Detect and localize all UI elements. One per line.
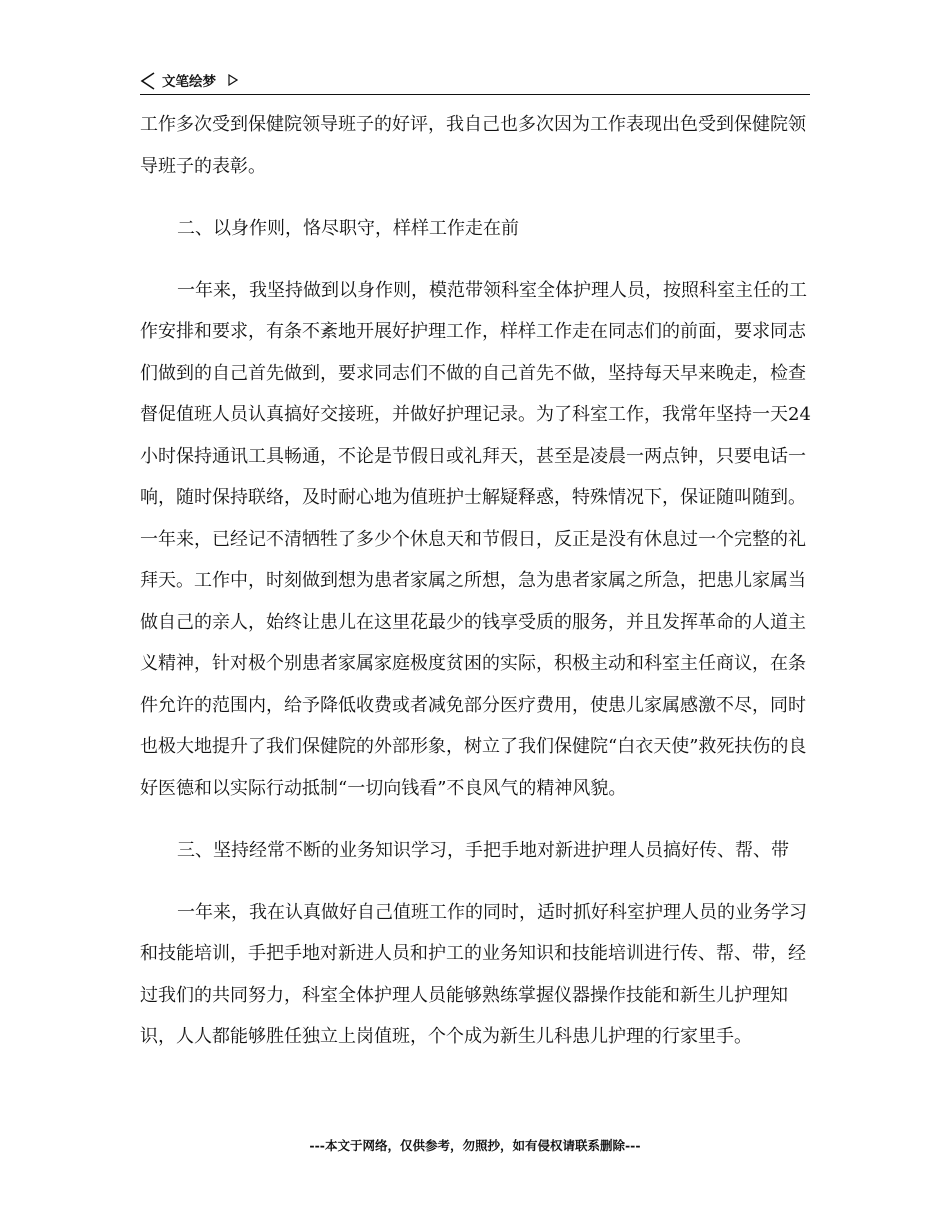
section-heading-3: 三、坚持经常不断的业务知识学习，手把手地对新进护理人员搞好传、帮、带	[177, 839, 789, 861]
page-header	[140, 72, 810, 95]
footer-notice: ---本文于网络，仅供参考，勿照抄，如有侵权请联系删除---	[309, 1138, 641, 1153]
brand-name: 文笔绘梦	[162, 74, 216, 90]
paragraph-section-3: 一年来，我在认真做好自己值班工作的同时，适时抓好科室护理人员的业务学习和技能培训，手把手地对新进人员和护工的业务知识和技能培训进行传、帮、带，经过我们的共同努力，科室全体护理人员能够熟练掌握仪器操作技能和新生儿护理知识，人人都能够胜任独立上岗值班，个个成为新生儿科患儿护理的行家里手。	[140, 901, 807, 1047]
play-arrow-icon	[228, 74, 238, 86]
paragraph-continuation: 工作多次受到保健院领导班子的好评，我自己也多次因为工作表现出色受到保健院领导班子的表彰。	[140, 114, 806, 177]
paragraph-section-2: 一年来，我坚持做到以身作则，模范带领科室全体护理人员，按照科室主任的工作安排和要求，有条不紊地开展好护理工作，样样工作走在同志们的前面，要求同志们做到的自己首先做到，要求同志们不做的自己首先不做，坚持每天早来晚走，检查督促值班人员认真搞好交接班，并做好护理记录。为了科室工作，我常年坚持一天24小时保持通讯工具畅通，不论是节假日或礼拜天，甚至是凌晨一两点钟，只要电话一响，随时保持联络，及时耐心地为值班护士解疑释惑，特殊情况下，保证随叫随到。一年来，已经记不清牺牲了多少个休息天和节假日，反正是没有休息过一个完整的礼拜天。工作中，时刻做到想为患者家属之所想，急为患者家属之所急，把患儿家属当做自己的亲人，始终让患儿在这里花最少的钱享受质的服务，并且发挥革命的人道主义精神，针对极个别患者家属家庭极度贫困的实际，积极主动和科室主任商议，在条件允许的范围内，给予降低收费或者减免部分医疗费用，使患儿家属感激不尽，同时也极大地提升了我们保健院的外部形象，树立了我们保健院“白衣天使”救死扶伤的良好医德和以实际行动抵制“一切向钱看”不良风气的精神风貌。	[140, 279, 811, 799]
back-arrow-icon[interactable]	[140, 72, 156, 90]
section-heading-2: 二、以身作则，恪尽职守，样样工作走在前	[177, 217, 519, 239]
document-body	[140, 104, 822, 1058]
